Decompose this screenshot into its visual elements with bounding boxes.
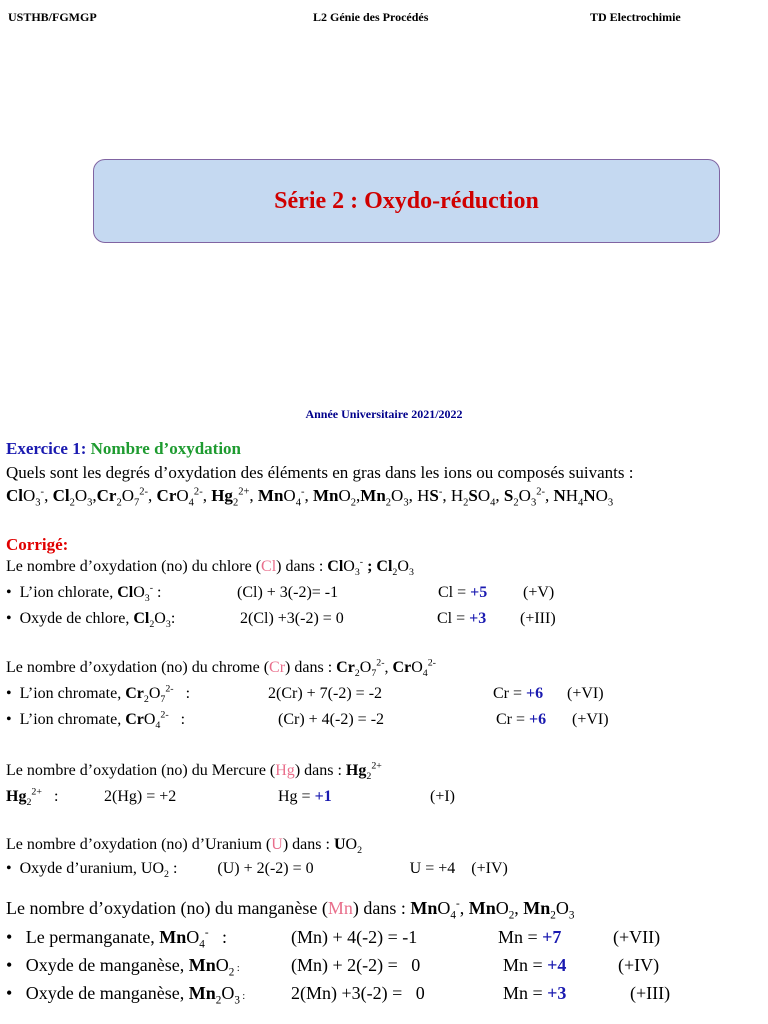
compound-list: ClO$_3$-, $Cl_2O_3,Cr_2O_7^{2-}$, CrO$_4^{2-}$, $Hg_2^{2+}$, MnO$_4$-, $MnO_2,Mn_2O_3$, HS-, $H_2SO_4$, $S_2O_3^{2-}$, $NH_4NO_3$	[6, 486, 614, 509]
mercure-intro: Le nombre d’oxydation (no) du Mercure (Hg) dans : $Hg_2^{2+}$	[6, 760, 382, 783]
header-center: L2 Génie des Procédés	[313, 10, 429, 24]
mercure-eq: 2(Hg) = +2	[104, 788, 177, 805]
chlore-roman-2: (+III)	[520, 610, 556, 627]
manganese-eq-3: 2(Mn) +3(-2) = 0	[291, 983, 425, 1003]
manganese-val-3: +3	[547, 983, 567, 1003]
manganese-line-1: • Le permanganate, MnO$_4$- :	[6, 927, 228, 951]
manganese-line-3: • Oxyde de manganèse, $Mn_2O_3$ :	[6, 983, 246, 1007]
page-title: Série 2 : Oxydo-réduction	[274, 187, 539, 214]
chlore-line-2: • Oxyde de chlore, $Cl_2O_3$:	[6, 610, 176, 631]
chlore-intro: Le nombre d’oxydation (no) du chlore (Cl) dans : ClO$_3$- ; $Cl_2O_3$	[6, 556, 414, 579]
chrome-res-1: Cr = +6	[493, 685, 544, 702]
title-box	[93, 159, 720, 243]
chrome-eq-2: (Cr) + 4(-2) = -2	[278, 711, 385, 728]
chlore-roman-1: (+V)	[523, 584, 555, 601]
exercise-label: Exercice 1:	[6, 439, 87, 458]
header-left: USTHB/FGMGP	[8, 10, 97, 24]
manganese-eq-1: (Mn) + 4(-2) = -1	[291, 927, 418, 947]
exercise-heading	[6, 439, 241, 459]
manganese-roman-2: (+IV)	[618, 955, 660, 975]
chrome-val-1: +6	[526, 685, 544, 702]
cut-off-line: • Oxyde d’uranium, $UO_2$ : (U) + 2(-2) = 0 U = +4 (+IV)	[6, 860, 508, 881]
chlore-eq-2: 2(Cl) +3(-2) = 0	[240, 610, 344, 627]
uranium-element: U	[271, 836, 283, 853]
manganese-res-3: Mn = +3	[503, 983, 567, 1003]
chrome-line-1: • L’ion chromate, $Cr_2O_7^{2-}$ :	[6, 683, 191, 706]
manganese-val-1: +7	[542, 927, 562, 947]
manganese-res-2: Mn = +4	[503, 955, 567, 975]
chrome-res-2: Cr = +6	[496, 711, 547, 728]
chlore-line-1: • L’ion chlorate, ClO$_3$- :	[6, 582, 162, 605]
mercure-roman: (+I)	[430, 788, 456, 805]
header-right: TD Electrochimie	[590, 10, 681, 24]
chrome-roman-1: (+VI)	[567, 685, 604, 702]
mercure-res: Hg = +1	[278, 788, 332, 805]
manganese-res-1: Mn = +7	[498, 927, 562, 947]
exercise-question: Quels sont les degrés d’oxydation des éléments en gras dans les ions ou composés suivants :	[6, 463, 634, 482]
manganese-val-2: +4	[547, 955, 567, 975]
chlore-element: Cl	[261, 558, 277, 575]
chrome-intro: Le nombre d’oxydation (no) du chrome (Cr) dans : $Cr_2O_7^{2-}$, CrO$_4^{2-}$	[6, 657, 436, 680]
chrome-val-2: +6	[529, 711, 547, 728]
chrome-eq-1: 2(Cr) + 7(-2) = -2	[268, 685, 383, 702]
manganese-element: Mn	[327, 898, 353, 918]
chlore-val-2: +3	[469, 610, 487, 627]
chlore-eq-1: (Cl) + 3(-2)= -1	[237, 584, 339, 601]
chrome-line-2: • L’ion chromate, CrO$_4^{2-}$ :	[6, 709, 186, 732]
chrome-element: Cr	[269, 659, 286, 676]
manganese-intro: Le nombre d’oxydation (no) du manganèse (Mn) dans : MnO$_4$-, MnO$_2$, $Mn_2O_3$	[6, 898, 575, 922]
mercure-line: $Hg_2^{2+}$ :	[6, 786, 59, 809]
corrige-heading: Corrigé:	[6, 535, 69, 554]
exercise-name: Nombre d’oxydation	[90, 439, 241, 458]
uranium-intro: Le nombre d’oxydation (no) d’Uranium (U) dans : $UO_2$	[6, 836, 363, 857]
manganese-eq-2: (Mn) + 2(-2) = 0	[291, 955, 421, 975]
chrome-roman-2: (+VI)	[572, 711, 609, 728]
academic-year: Année Universitaire 2021/2022	[305, 407, 463, 421]
chlore-res-2: Cl = +3	[437, 610, 487, 627]
chlore-res-1: Cl = +5	[438, 584, 488, 601]
chlore-val-1: +5	[470, 584, 488, 601]
manganese-line-2: • Oxyde de manganèse, MnO$_2$ :	[6, 955, 240, 979]
mercure-element: Hg	[275, 762, 295, 779]
manganese-roman-3: (+III)	[630, 983, 671, 1003]
mercure-val: +1	[314, 788, 332, 805]
manganese-roman-1: (+VII)	[613, 927, 661, 947]
